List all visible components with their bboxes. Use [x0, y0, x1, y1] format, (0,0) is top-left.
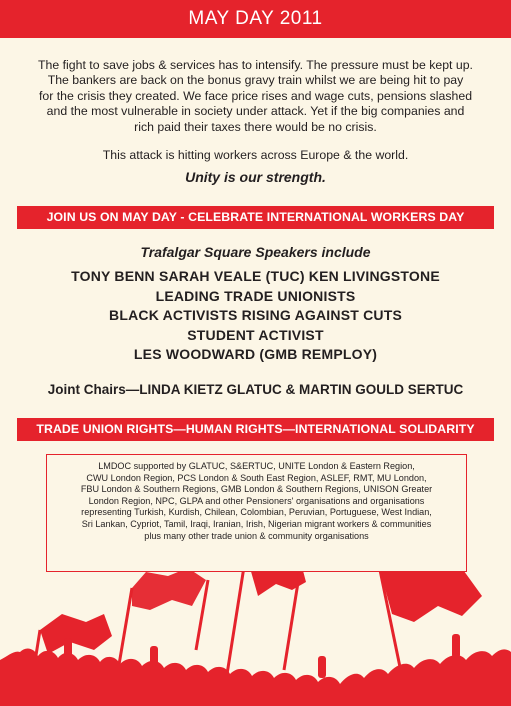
speaker-line: TONY BENN SARAH VEALE (TUC) KEN LIVINGSTONE [71, 268, 440, 284]
rights-banner: TRADE UNION RIGHTS—HUMAN RIGHTS—INTERNATIONAL SOLIDARITY [17, 418, 494, 441]
join-banner: JOIN US ON MAY DAY - CELEBRATE INTERNATIONAL WORKERS DAY [17, 206, 494, 229]
supporters-box [46, 454, 467, 572]
intro-line: The fight to save jobs & services has to intensify. The pressure must be kept up. [38, 58, 473, 72]
supporters-line: London Region, NPC, GLPA and other Pensioners' organisations and organisations [88, 495, 425, 506]
page-title: MAY DAY 2011 [0, 0, 511, 38]
supporters-line: plus many other trade union & community organisations [144, 530, 369, 541]
slogan: Unity is our strength. [185, 169, 326, 185]
intro-line: The bankers are back on the bonus gravy train whilst we are being hit to pay [47, 73, 464, 88]
supporters-line: representing Turkish, Kurdish, Chilean, Colombian, Peruvian, Portuguese, West Indian, [81, 507, 432, 518]
intro-line: for the crisis they created. We face price rises and wage cuts, pensions slashed [38, 88, 473, 103]
supporters-line: Sri Lankan, Cypriot, Tamil, Iraqi, Iranian, Irish, Nigerian migrant workers & communities [81, 518, 432, 529]
supporters-line: LMDOC supported by GLATUC, S&ERTUC, UNITE London & Eastern Region, [98, 461, 415, 471]
speakers-heading: Trafalgar Square Speakers include [140, 244, 371, 260]
speaker-line: LEADING TRADE UNIONISTS [155, 288, 356, 304]
supporters-line: FBU London & Southern Regions, GMB London & Southern Regions, UNISON Greater [80, 484, 433, 495]
intro-line: and the most vulnerable in society under attack. Yet if the big companies and [46, 104, 465, 119]
europe-statement: This attack is hitting workers across Europe & the world. [102, 148, 409, 162]
joint-chairs: Joint Chairs—LINDA KIETZ GLATUC & MARTIN GOULD SERTUC [47, 382, 464, 397]
speaker-line: BLACK ACTIVISTS RISING AGAINST CUTS [109, 307, 402, 323]
intro-line: rich paid their taxes there would be no crisis. [134, 119, 377, 134]
speaker-line: STUDENT ACTIVIST [187, 327, 324, 343]
speaker-line: LES WOODWARD (GMB REMPLOY) [133, 346, 378, 362]
intro-paragraph [10, 58, 501, 135]
supporters-line: CWU London Region, PCS London & South East Region, ASLEF, RMT, MU London, [86, 472, 427, 483]
